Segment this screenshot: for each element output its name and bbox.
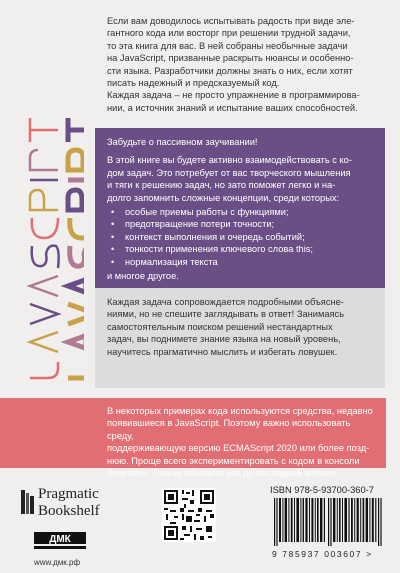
- intro-line: писать надежный и предсказуемый код.: [107, 78, 280, 89]
- purple-line: дом задач. Это потребует от вас творческого мышления: [107, 167, 351, 178]
- concept-item: • предотвращение потери точности;: [107, 218, 373, 230]
- salmon-panel: [0, 398, 386, 479]
- salmon-line: появившиеся в JavaScript. Поэтому важно использовать среду,: [107, 418, 351, 441]
- isbn-label: ISBN 978-5-93700-360-7: [270, 485, 374, 495]
- purple-panel: [95, 128, 385, 288]
- gray-line: научитесь прагматично мыслить и избегать ловушек.: [107, 346, 338, 357]
- concept-item: • контекст выполнения и очередь событий;: [107, 231, 373, 243]
- intro-line: Если вам доводилось испытывать радость при виде эле-: [107, 16, 355, 26]
- intro-line: то эта книга для вас. В ней собраны необычные задачи: [107, 40, 348, 51]
- gray-line: задач, вы поднимете знание языка на новый уровень,: [107, 334, 341, 345]
- purple-headline: Забудьте о пассивном заучивании!: [107, 137, 258, 147]
- qr-code: [162, 488, 216, 542]
- intro-line: нии, а источник знаний и испытание ваших способностей.: [107, 102, 358, 113]
- concept-list: [107, 206, 373, 268]
- purple-line: долго запомнить сложные концепции, среди которых:: [107, 192, 340, 203]
- javascript-vertical-logo: [6, 118, 84, 388]
- intro-line: на JavaScript, призванные раскрыть нюансы и особенно-: [107, 53, 354, 64]
- publisher-name-line2: Bookshelf: [38, 503, 100, 519]
- gray-line: ниями, но не спешите заглядывать в ответ! Занимаясь: [107, 309, 345, 320]
- intro-line: гантного кода или восторг при решении трудной задачи,: [107, 28, 351, 39]
- barcode: [272, 498, 390, 546]
- concept-item: • особые приемы работы с функциями;: [107, 206, 373, 218]
- dmk-logo: [32, 528, 88, 552]
- salmon-line: браузера. Только обновите его до последней версии.: [107, 468, 338, 479]
- salmon-line: В некоторых примерах кода используются средства, недавно: [107, 406, 373, 416]
- salmon-line: нюю. Проще всего экспериментировать с кодом в консоли: [107, 455, 360, 466]
- intro-line: сти языка. Разработчики должны знать о них, если хотят: [107, 65, 353, 76]
- purple-line: В этой книге вы будете активно взаимодействовать с ко-: [107, 155, 352, 166]
- intro-line: Каждая задача – не просто упражнение в программирова-: [107, 90, 360, 101]
- publisher-name-line1: Pragmatic: [38, 486, 99, 502]
- dmk-logo-text: ДМК: [49, 534, 71, 545]
- gray-line: самостоятельным поиском решений нестандартных: [107, 321, 333, 332]
- purple-line: и тяги к решению задач, но зато поможет легко и на-: [107, 180, 336, 191]
- barcode-digits: 9 785937 003607 >: [272, 549, 373, 559]
- dmk-url: www.дмк.рф: [34, 558, 81, 567]
- purple-tail: и многое другое.: [107, 271, 179, 282]
- salmon-line: поддерживающую версию ECMAScript 2020 или более позд-: [107, 443, 370, 454]
- javascript-vertical-logo-art: [6, 118, 84, 388]
- intro-text: [95, 12, 397, 114]
- concept-item: • нормализация текста: [107, 256, 373, 268]
- pragmatic-bookshelf-logo: [20, 486, 142, 528]
- pragmatic-mark-icon: [20, 488, 36, 516]
- gray-panel: [95, 288, 385, 388]
- gray-line: Каждая задача сопровождается подробными объясне-: [107, 297, 344, 307]
- concept-item: • тонкости применения ключевого слова this;: [107, 243, 373, 255]
